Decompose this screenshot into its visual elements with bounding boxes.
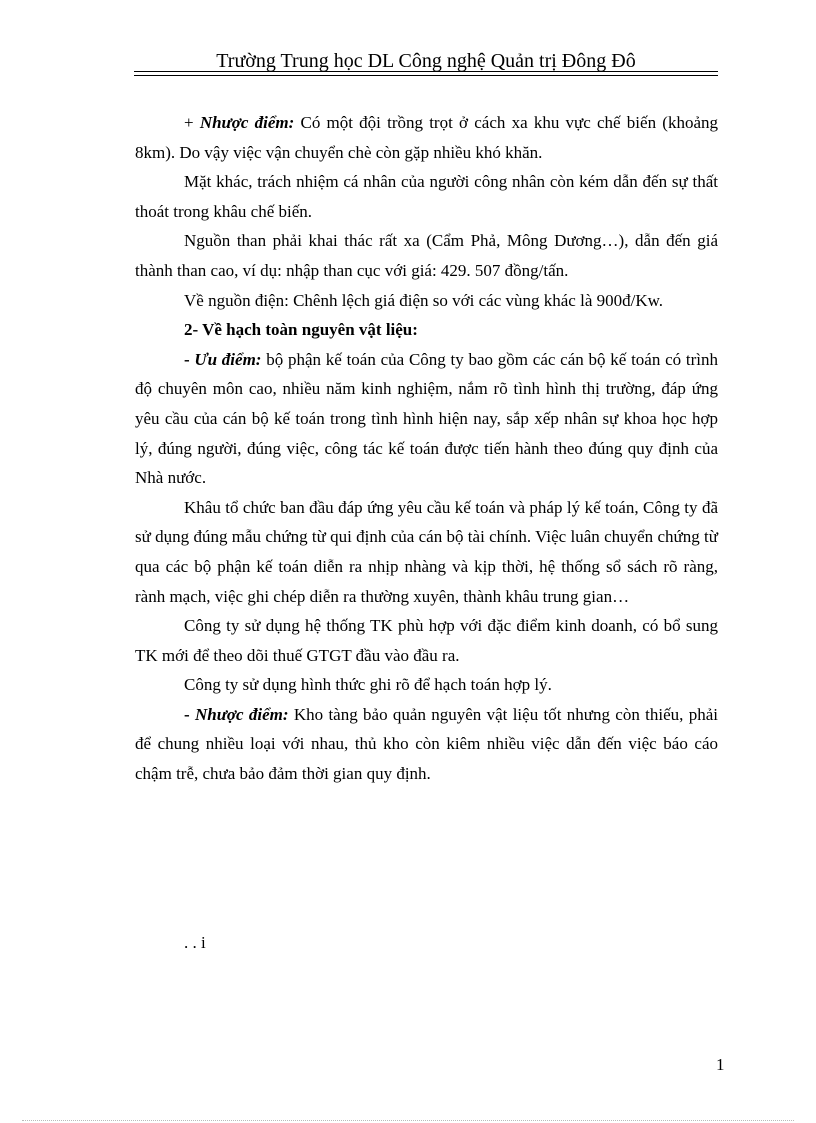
paragraph-responsibility: Mặt khác, trách nhiệm cá nhân của người công nhân còn kém dẫn đến sự thất thoát trong khâu chế biến. — [135, 172, 718, 221]
section-heading: 2- Về hạch toàn nguyên vật liệu: — [184, 320, 418, 340]
paragraph-advantage — [135, 345, 718, 493]
paragraph-disadvantage-1 — [135, 108, 718, 167]
paragraph-text: Có một đội trồng trọt ở cách xa khu vực chế biến (khoảng 8km). Do vậy việc vận chuyển chè còn gặp nhiều khó khăn. — [135, 113, 718, 162]
stray-text: . . i — [184, 933, 206, 952]
header-rule-top — [134, 71, 718, 72]
paragraph-coal-source: Nguồn than phải khai thác rất xa (Cẩm Phả, Mông Dương…), dẫn đến giá thành than cao, ví dụ: nhập than cục với giá: 429. 507 đồng/tấn. — [135, 231, 718, 280]
paragraph-electricity: Về nguồn điện: Chênh lệch giá điện so với các vùng khác là 900đ/Kw. — [184, 290, 664, 310]
header-rule-bottom — [134, 75, 718, 76]
bullet-prefix: + — [184, 113, 200, 132]
page-number: 1 — [716, 1055, 725, 1074]
header-title: Trường Trung học DL Công nghệ Quản trị Đông Đô — [216, 50, 636, 72]
label-disadvantage: Nhược điểm: — [194, 704, 289, 724]
paragraph-account-system: Công ty sử dụng hệ thống TK phù hợp với đặc điểm kinh doanh, có bổ sung TK mới để theo dõi thuế GTGT đầu vào đầu ra. — [135, 616, 718, 665]
label-advantage: Ưu điểm: — [194, 349, 262, 369]
paragraph-text: Kho tàng bảo quản nguyên vật liệu tốt nhưng còn thiếu, phải để chung nhiều loại với nhau, thủ kho còn kiêm nhiều việc dẫn đến việc báo cáo chậm trễ, chưa bảo đảm thời gian quy định. — [135, 704, 718, 784]
document-body — [135, 108, 718, 789]
paragraph-disadvantage-2 — [135, 700, 718, 789]
page-header — [134, 50, 718, 72]
bullet-prefix: - — [184, 704, 195, 724]
bullet-prefix: - — [184, 349, 195, 369]
label-disadvantage: Nhược điểm: — [199, 113, 295, 132]
paragraph-organization: Khâu tổ chức ban đầu đáp ứng yêu cầu kế toán và pháp lý kế toán, Công ty đã sử dụng đúng mẫu chứng từ qui định của cán bộ tài chính. Việc luân chuyển chứng từ qua các bộ phận kế toán diễn ra nhịp nhàng và kịp thời, hệ thống sổ sách rõ ràng, rành mạch, việc ghi chép diễn ra thường xuyên, thành khâu trung gian… — [135, 497, 718, 606]
paragraph-text: bộ phận kế toán của Công ty bao gồm các cán bộ kế toán có trình độ chuyên môn cao, nhiều năm kinh nghiệm, nắm rõ tình hình thị trường, đáp ứng yêu cầu của cán bộ kế toán trong tình hình hiện nay, sắp xếp nhân sự khoa học hợp lý, đúng người, đúng việc, công tác kế toán được tiến hành theo đúng quy định của Nhà nước. — [135, 349, 718, 488]
paragraph-recording-form: Công ty sử dụng hình thức ghi rõ để hạch toán hợp lý. — [184, 675, 552, 695]
page-bottom-border — [22, 1120, 794, 1121]
